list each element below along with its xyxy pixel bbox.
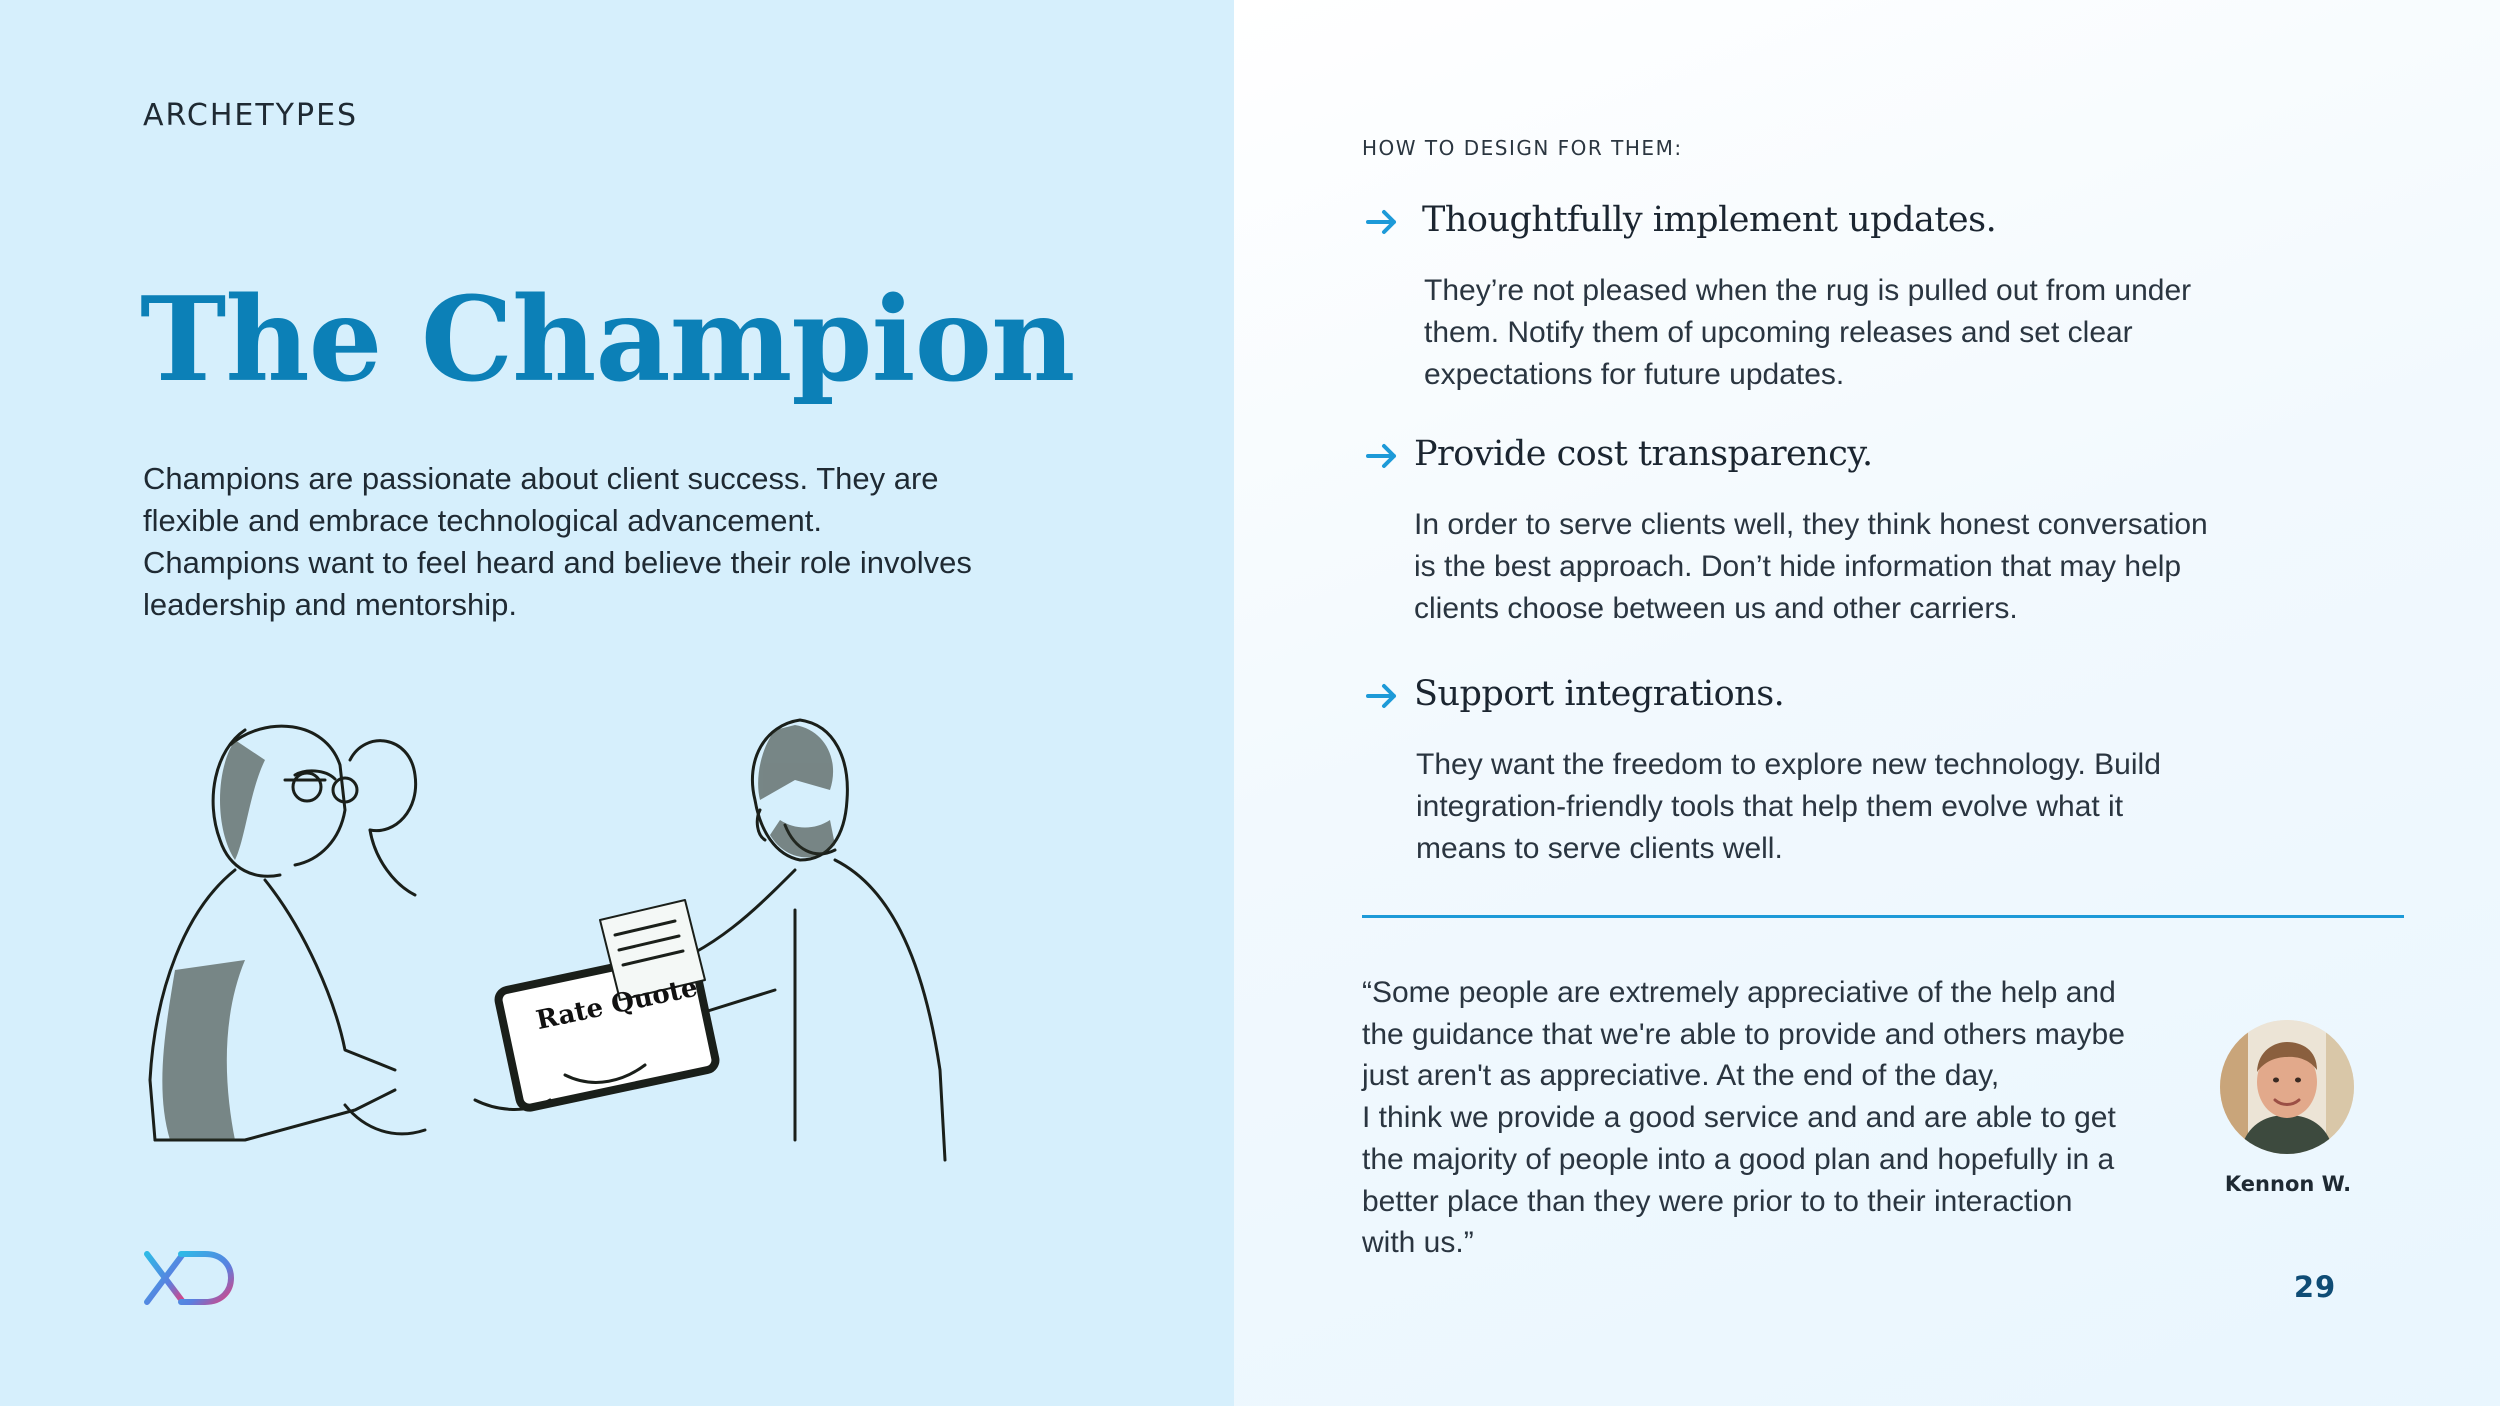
intro-paragraph: Champions are passionate about client success. They are flexible and embrace technological advancement. Champions want to feel heard and believe their role involves leadership and mentorship. (143, 461, 972, 622)
quote-text (1362, 972, 2182, 1264)
arrow-right-icon (1362, 436, 1402, 476)
quote-line: the majority of people into a good plan and hopefully in a (1362, 1142, 2115, 1176)
page-number: 29 (2293, 1270, 2337, 1304)
quote-author: Kennon W. (2224, 1172, 2352, 1196)
avatar (2220, 1020, 2354, 1154)
tip-heading: Support integrations. (1414, 674, 1785, 714)
page-title: The Champion (140, 272, 1075, 408)
arrow-right-icon (1362, 202, 1402, 242)
design-label: HOW TO DESIGN FOR THEM: (1362, 136, 1683, 160)
tip-heading: Provide cost transparency. (1414, 434, 1873, 474)
quote-line: just aren't as appreciative. At the end of the day, (1362, 1059, 2000, 1093)
quote-line: the guidance that we're able to provide and others maybe (1362, 1017, 2125, 1051)
quote-line: I think we provide a good service and and are able to get (1362, 1101, 2116, 1135)
tip-body: They want the freedom to explore new technology. Build integration-friendly tools that help them evolve what it means to serve clients well. (1416, 748, 2161, 865)
xd-logo-icon (143, 1248, 235, 1308)
divider (1362, 915, 2404, 918)
quote-line: with us.” (1362, 1226, 1474, 1260)
tip-body: They’re not pleased when the rug is pulled out from under them. Notify them of upcoming releases and set clear expectations for future updates. (1424, 274, 2192, 391)
avatar-photo (2220, 1020, 2354, 1154)
quote-line: better place than they were prior to to their interaction (1362, 1184, 2073, 1218)
illustration-sketch (95, 670, 1025, 1210)
section-label: ARCHETYPES (143, 98, 359, 133)
tip-heading: Thoughtfully implement updates. (1422, 200, 1997, 240)
tablet-text: Rate Quote (533, 972, 701, 1037)
tip-body: In order to serve clients well, they think honest conversation is the best approach. Don’t hide information that may help clients choose between us and other carriers. (1414, 508, 2208, 625)
arrow-right-icon (1362, 676, 1402, 716)
quote-line: “Some people are extremely appreciative of the help and (1362, 976, 2116, 1009)
